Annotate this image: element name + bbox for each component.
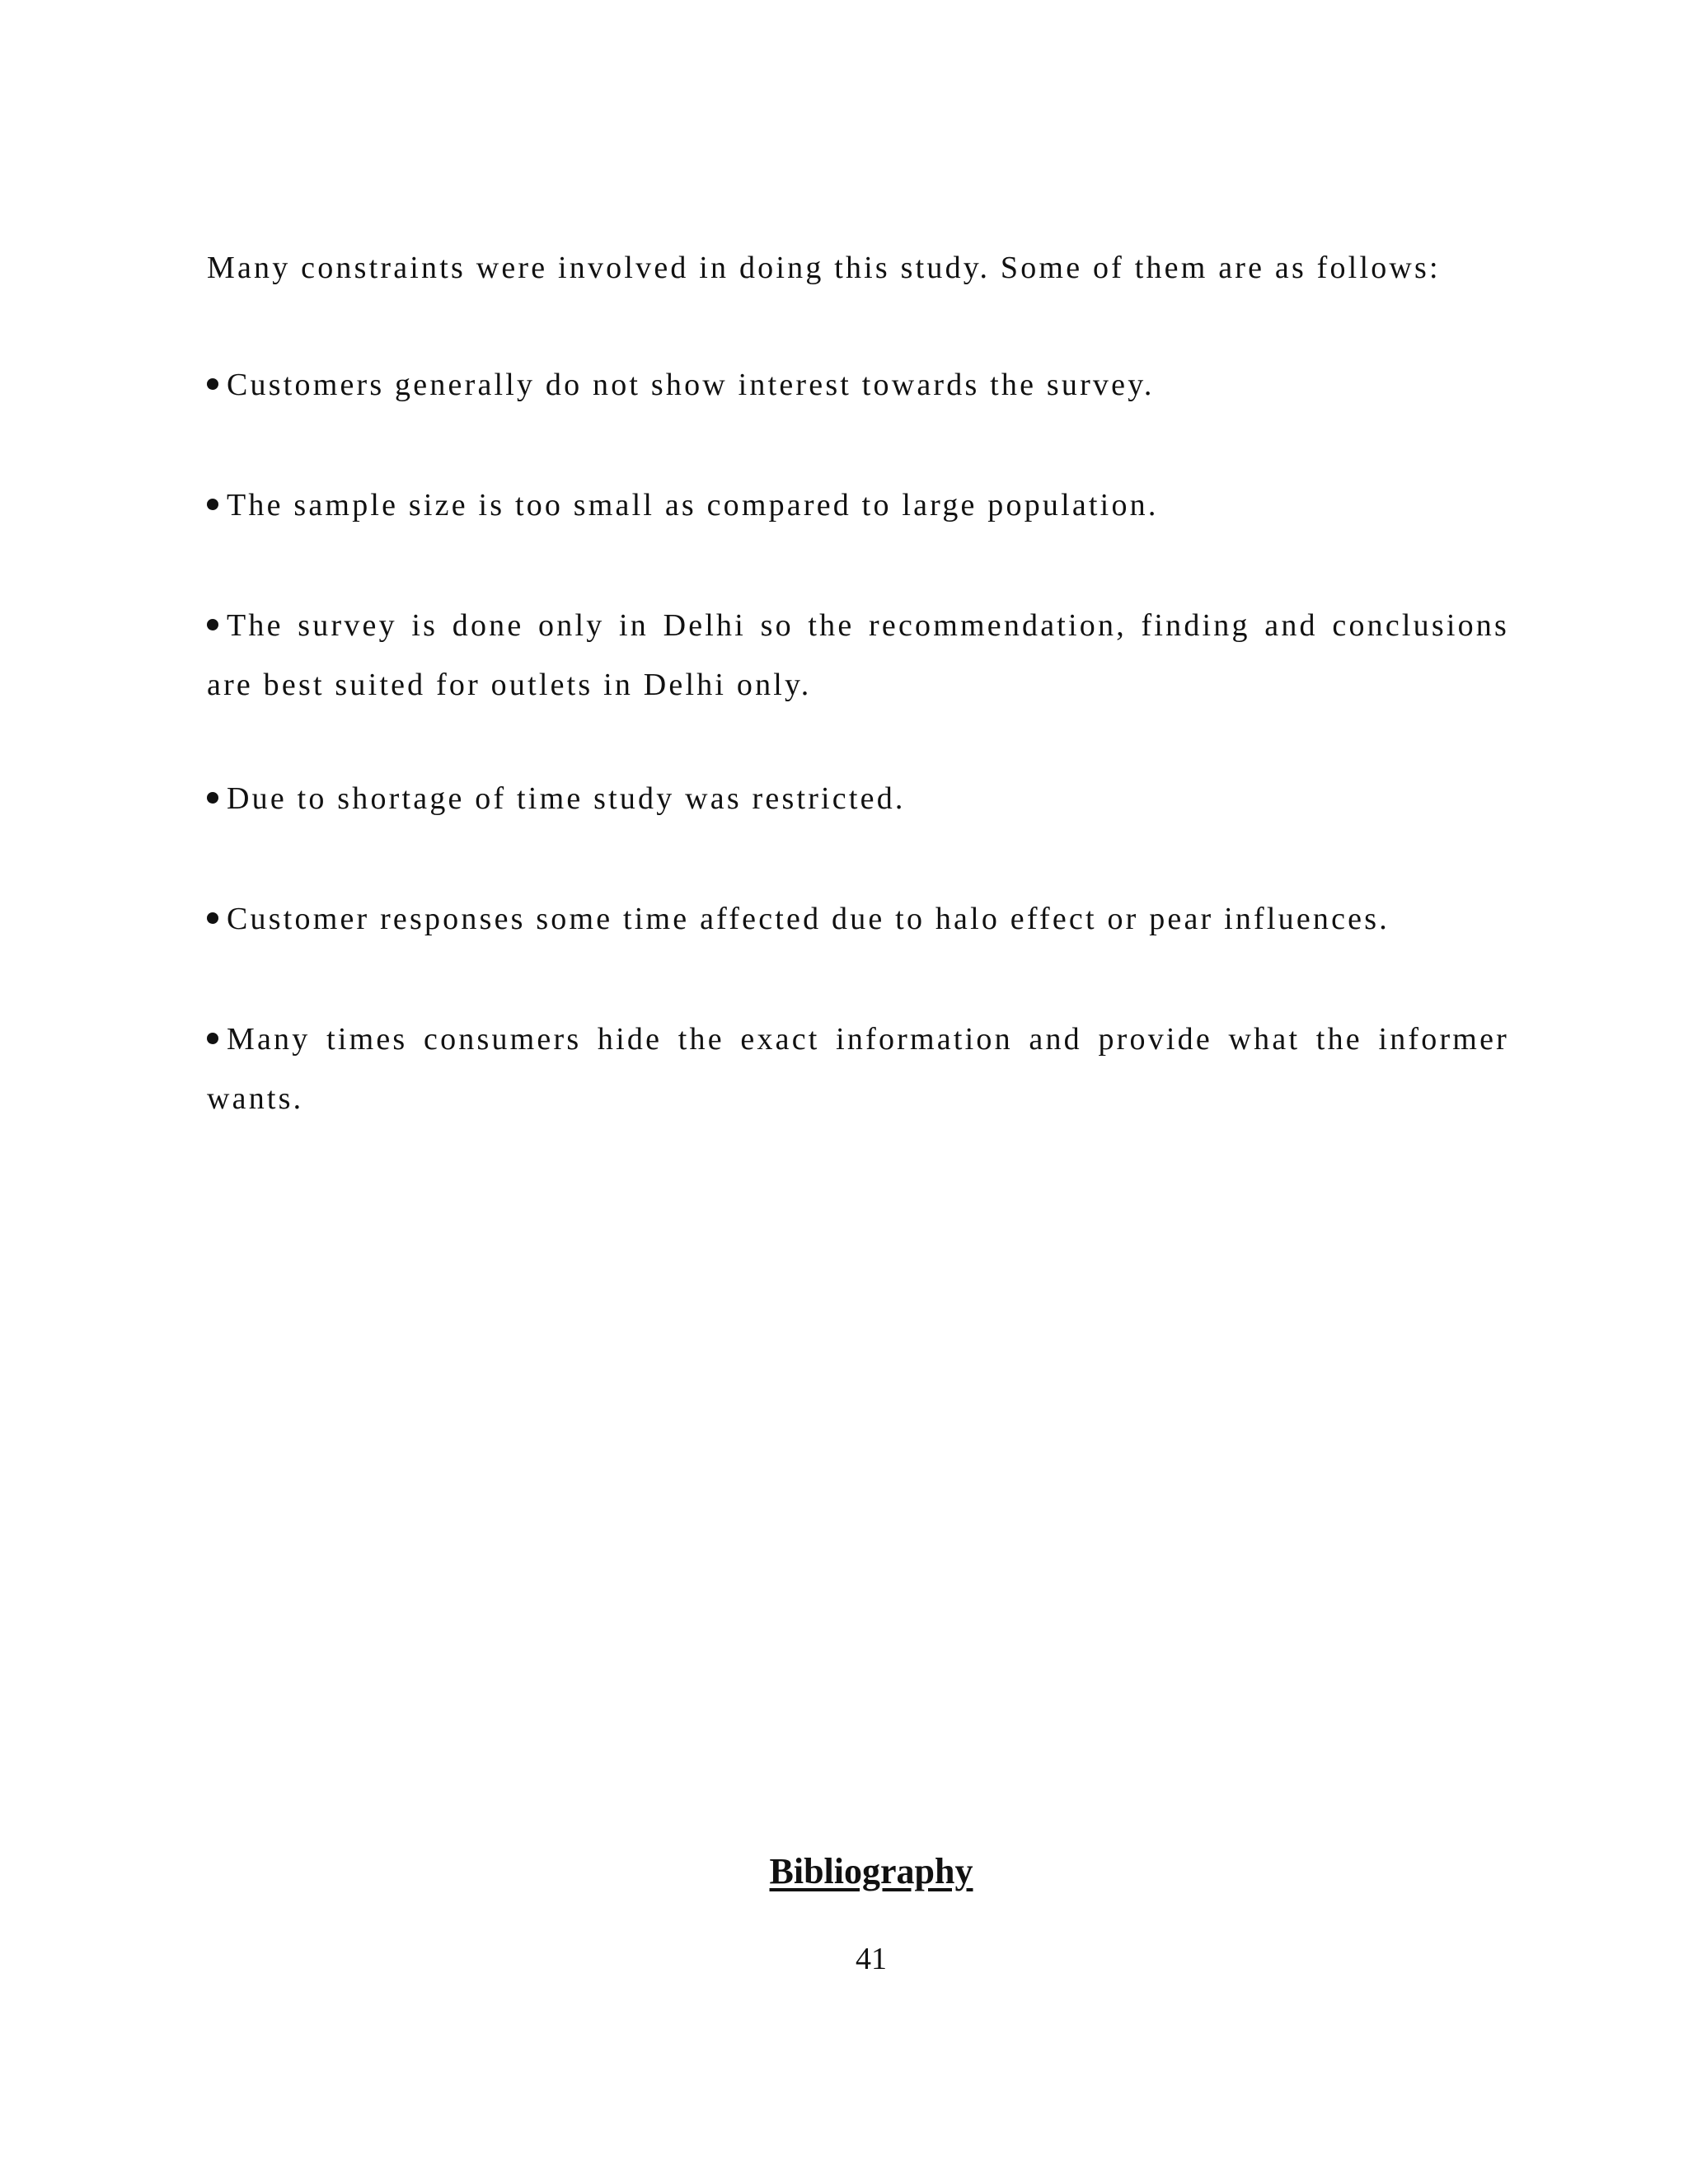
- bullet-item: [207, 1010, 1509, 1128]
- bullet-item: [207, 355, 1509, 415]
- bullet-item: [207, 889, 1509, 949]
- section-heading-bibliography: Bibliography: [769, 1851, 973, 1891]
- bullet-item: [207, 769, 1509, 828]
- bullet-icon: [207, 1033, 218, 1044]
- bullet-item: [207, 596, 1509, 715]
- bullet-text: Customer responses some time affected due to halo effect or pear influences.: [227, 902, 1390, 936]
- bullet-icon: [207, 792, 218, 804]
- bullet-text: Many times consumers hide the exact information and provide what the informer wants.: [207, 1022, 1509, 1116]
- bullet-text: The survey is done only in Delhi so the recommendation, finding and conclusions are best suited for outlets in Delhi only.: [207, 608, 1509, 702]
- bullet-text: The sample size is too small as compared to large population.: [227, 488, 1159, 523]
- intro-paragraph: Many constraints were involved in doing this study. Some of them are as follows:: [207, 251, 1441, 285]
- bullet-icon: [207, 619, 218, 630]
- bullet-icon: [207, 499, 218, 510]
- bullet-text: Customers generally do not show interest towards the survey.: [227, 368, 1155, 402]
- bullet-icon: [207, 378, 218, 390]
- bullet-item: [207, 476, 1509, 535]
- bullet-text: Due to shortage of time study was restricted.: [227, 781, 906, 816]
- bullet-icon: [207, 912, 218, 924]
- page-number: 41: [856, 1942, 887, 1976]
